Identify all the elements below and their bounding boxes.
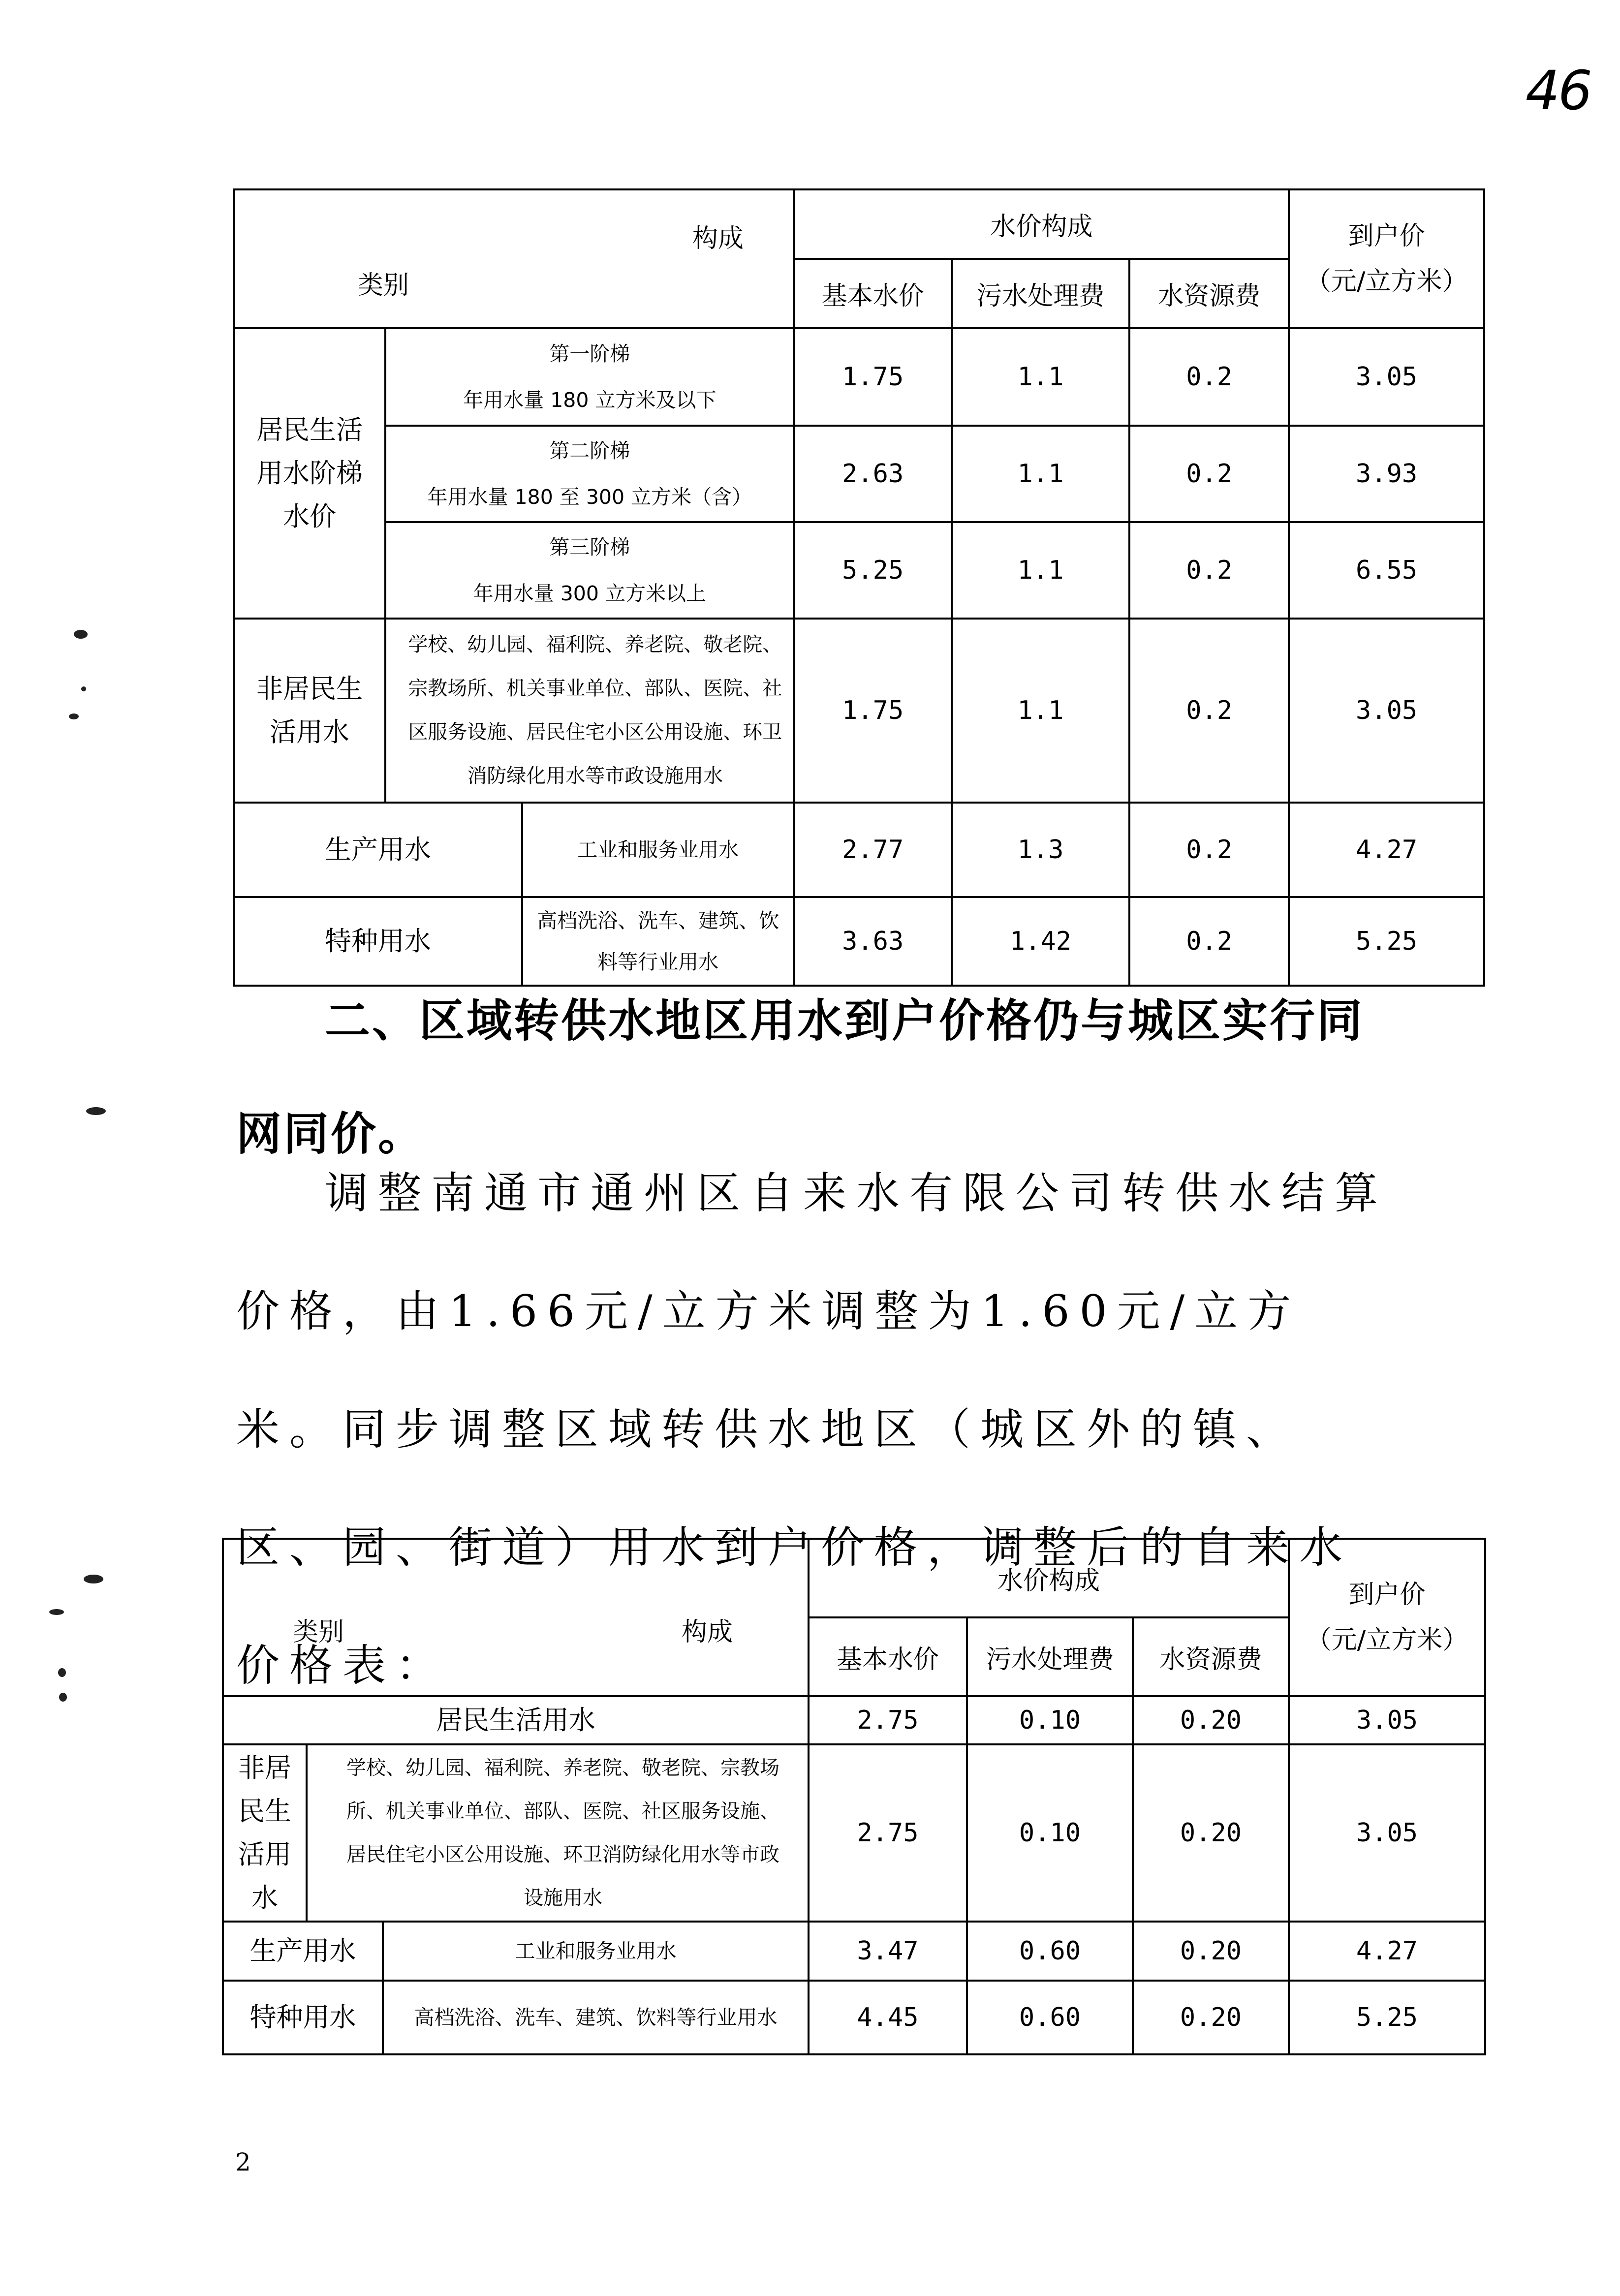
resource-fee-cell: 0.2 <box>1129 803 1289 897</box>
resource-fee-cell: 0.20 <box>1133 1981 1289 2054</box>
handwritten-page-mark: 46 <box>1526 59 1590 122</box>
production-label: 生产用水 <box>234 803 522 897</box>
base-price-cell: 3.47 <box>809 1922 967 1981</box>
tier-name: 第一阶梯 <box>549 342 630 366</box>
nonresidential-desc <box>307 1744 809 1922</box>
nonresidential-desc <box>385 619 794 803</box>
base-price-cell: 4.45 <box>809 1981 967 2054</box>
table-row <box>234 803 1484 897</box>
table-row <box>234 328 1484 426</box>
scan-speck <box>59 1693 67 1702</box>
base-price-cell: 2.75 <box>809 1744 967 1922</box>
header-diagonal-cell <box>234 189 794 328</box>
tier-desc: 年用水量 180 至 300 立方米（含） <box>427 485 752 509</box>
tier-desc: 年用水量 300 立方米以上 <box>473 582 706 605</box>
final-price-cell: 5.25 <box>1289 1981 1485 2054</box>
sewage-fee-cell: 0.10 <box>967 1696 1133 1744</box>
desc-line: 料等行业用水 <box>597 950 719 974</box>
header-diagonal-cell <box>223 1539 809 1696</box>
scan-speck <box>58 1668 66 1677</box>
base-price-cell: 2.75 <box>809 1696 967 1744</box>
final-price-cell: 3.05 <box>1289 1744 1485 1922</box>
label-line: 民生 <box>238 1796 291 1827</box>
sewage-fee-cell: 1.1 <box>952 328 1129 426</box>
resource-fee-cell: 0.20 <box>1133 1696 1289 1744</box>
header-sewage-fee: 污水处理费 <box>952 259 1129 328</box>
label-line: 活用水 <box>270 716 350 747</box>
header-category-label: 类别 <box>358 271 409 300</box>
desc-line: 消防绿化用水等市政设施用水 <box>467 765 723 787</box>
scan-speck <box>86 1107 106 1115</box>
header-component-label: 构成 <box>682 1617 733 1647</box>
final-price-cell: 5.25 <box>1289 897 1484 986</box>
base-price-cell: 2.63 <box>794 426 952 522</box>
resource-fee-cell: 0.2 <box>1129 897 1289 986</box>
scan-speck <box>84 1575 103 1583</box>
header-base-price: 基本水价 <box>794 259 952 328</box>
tier-desc: 年用水量 180 立方米及以下 <box>463 388 717 412</box>
tier-label <box>385 328 794 426</box>
tier-name: 第二阶梯 <box>549 439 630 463</box>
table-row <box>223 1696 1485 1744</box>
table-row <box>223 1922 1485 1981</box>
header-resource-fee: 水资源费 <box>1129 259 1289 328</box>
section-heading: 二、区域转供水地区用水到户价格仍与城区实行同网同价。 <box>236 994 1365 1160</box>
desc-line: 所、机关事业单位、部队、医院、社区服务设施、 <box>346 1800 779 1823</box>
resource-fee-cell: 0.2 <box>1129 619 1289 803</box>
residential-label: 居民生活用水 <box>223 1696 809 1744</box>
residential-tier-group <box>234 328 385 619</box>
special-desc: 高档洗浴、洗车、建筑、饮料等行业用水 <box>383 1981 809 2054</box>
tier-label <box>385 426 794 522</box>
desc-line: 宗教场所、机关事业单位、部队、医院、社 <box>408 677 782 700</box>
header-composition: 水价构成 <box>794 189 1289 259</box>
final-price-cell: 6.55 <box>1289 522 1484 619</box>
production-label: 生产用水 <box>223 1922 383 1981</box>
table-row <box>223 1981 1485 2054</box>
scan-speck <box>49 1609 64 1615</box>
scan-speck <box>81 686 86 691</box>
final-price-cell: 4.27 <box>1289 1922 1485 1981</box>
final-price-cell: 3.05 <box>1289 619 1484 803</box>
label-line: 水 <box>251 1882 278 1913</box>
final-price-cell: 3.05 <box>1289 328 1484 426</box>
table-row <box>223 1744 1485 1922</box>
production-desc: 工业和服务业用水 <box>383 1922 809 1981</box>
resource-fee-cell: 0.2 <box>1129 426 1289 522</box>
nonresidential-label <box>234 619 385 803</box>
final-price-label: 到户价 <box>1348 1580 1426 1610</box>
resource-fee-cell: 0.20 <box>1133 1744 1289 1922</box>
header-component-label: 构成 <box>692 224 744 253</box>
sewage-fee-cell: 1.42 <box>952 897 1129 986</box>
header-final-price <box>1289 1539 1485 1696</box>
header-final-price <box>1289 189 1484 328</box>
final-price-cell: 3.93 <box>1289 426 1484 522</box>
water-price-table-1 <box>233 188 1485 987</box>
final-price-label: 到户价 <box>1348 221 1425 251</box>
sewage-fee-cell: 1.1 <box>952 522 1129 619</box>
final-price-unit: （元/立方米） <box>1306 1625 1468 1655</box>
scan-speck <box>69 714 79 719</box>
desc-line: 高档洗浴、洗车、建筑、饮 <box>537 909 779 932</box>
header-resource-fee: 水资源费 <box>1133 1617 1289 1696</box>
label-line: 活用 <box>238 1839 291 1870</box>
table-row <box>234 426 1484 522</box>
diagonal-line <box>235 190 791 328</box>
header-composition: 水价构成 <box>809 1539 1289 1617</box>
sewage-fee-cell: 1.1 <box>952 426 1129 522</box>
sewage-fee-cell: 0.60 <box>967 1922 1133 1981</box>
desc-line: 区服务设施、居民住宅小区公用设施、环卫 <box>408 721 782 744</box>
page-number: 2 <box>235 2148 251 2176</box>
label-line: 非居民生 <box>256 673 363 704</box>
tier-label <box>385 522 794 619</box>
table-row <box>234 619 1484 803</box>
label-line: 非居 <box>238 1752 291 1783</box>
sewage-fee-cell: 0.60 <box>967 1981 1133 2054</box>
group-line: 居民生活 <box>256 414 363 445</box>
sewage-fee-cell: 1.1 <box>952 619 1129 803</box>
header-sewage-fee: 污水处理费 <box>967 1617 1133 1696</box>
sewage-fee-cell: 0.10 <box>967 1744 1133 1922</box>
table-row <box>234 522 1484 619</box>
water-price-table-2 <box>222 1538 1486 2055</box>
scan-speck <box>74 630 88 639</box>
final-price-cell: 4.27 <box>1289 803 1484 897</box>
resource-fee-cell: 0.2 <box>1129 522 1289 619</box>
header-base-price: 基本水价 <box>809 1617 967 1696</box>
final-price-unit: （元/立方米） <box>1305 267 1468 296</box>
resource-fee-cell: 0.2 <box>1129 328 1289 426</box>
header-category-label: 类别 <box>293 1617 344 1647</box>
desc-line: 学校、幼儿园、福利院、养老院、敬老院、宗教场 <box>346 1757 779 1779</box>
base-price-cell: 1.75 <box>794 619 952 803</box>
tier-name: 第三阶梯 <box>549 535 630 559</box>
special-label: 特种用水 <box>223 1981 383 2054</box>
group-line: 水价 <box>283 501 337 532</box>
nonresidential-label <box>223 1744 307 1922</box>
base-price-cell: 2.77 <box>794 803 952 897</box>
resource-fee-cell: 0.20 <box>1133 1922 1289 1981</box>
base-price-cell: 5.25 <box>794 522 952 619</box>
final-price-cell: 3.05 <box>1289 1696 1485 1744</box>
desc-line: 学校、幼儿园、福利院、养老院、敬老院、 <box>408 633 782 656</box>
base-price-cell: 3.63 <box>794 897 952 986</box>
special-label: 特种用水 <box>234 897 522 986</box>
body-paragraph: 调整南通市通州区自来水有限公司转供水结算价格，由1.66元/立方米调整为1.60元/立方米。同步调整区域转供水地区（城区外的镇、区、园、街道）用水到户价格，调整后的自来水价格表： <box>236 1168 1388 1691</box>
base-price-cell: 1.75 <box>794 328 952 426</box>
desc-line: 设施用水 <box>524 1887 602 1909</box>
group-line: 用水阶梯 <box>256 458 363 489</box>
sewage-fee-cell: 1.3 <box>952 803 1129 897</box>
production-desc: 工业和服务业用水 <box>522 803 794 897</box>
desc-line: 居民住宅小区公用设施、环卫消防绿化用水等市政 <box>346 1843 779 1866</box>
